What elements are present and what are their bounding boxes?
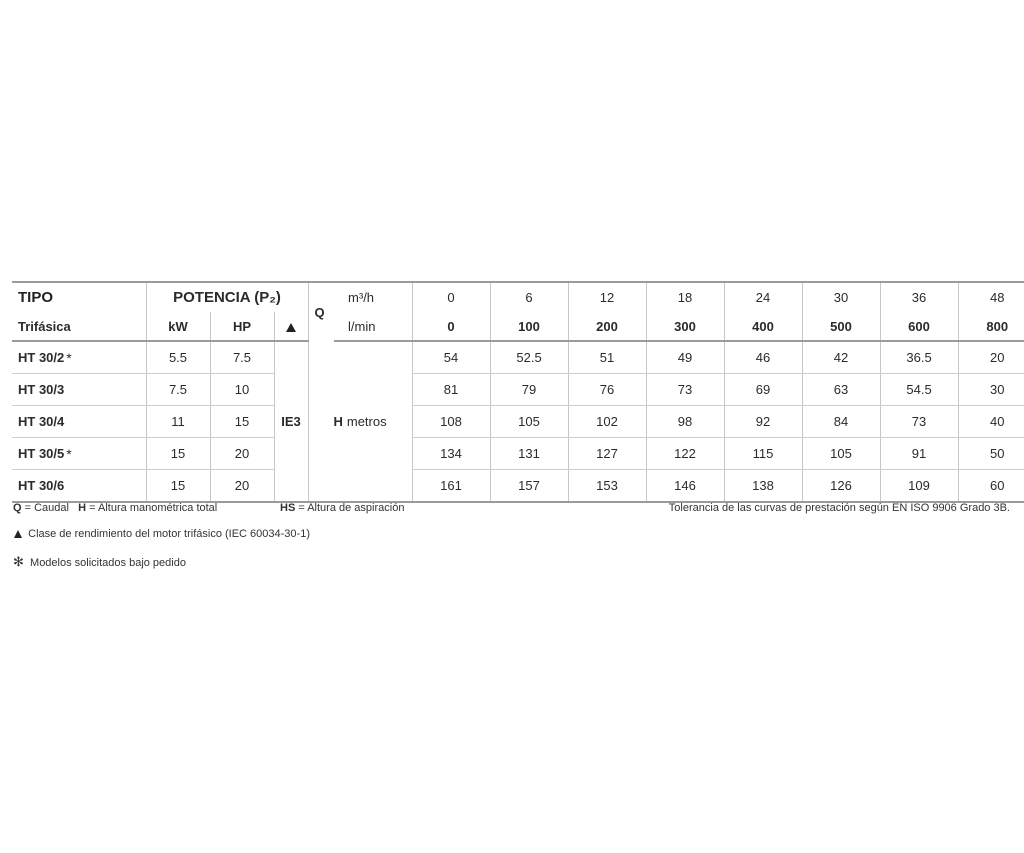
header-trifasica: Trifásica: [12, 312, 146, 341]
model-name: HT 30/3: [12, 374, 146, 406]
tolerance-note: Tolerancia de las curvas de prestación según EN ISO 9906 Grado 3B.: [668, 502, 1010, 514]
header-m3h: m³/h: [334, 282, 412, 312]
flow-m3h-5: 30: [802, 282, 880, 312]
header-tipo: TIPO: [12, 282, 146, 312]
flow-m3h-2: 12: [568, 282, 646, 312]
head-value: 131: [490, 438, 568, 470]
model-name: HT 30/5 *: [12, 438, 146, 470]
power-hp: 20: [210, 438, 274, 470]
power-kw: 15: [146, 470, 210, 503]
head-value: 126: [802, 470, 880, 503]
power-kw: 11: [146, 406, 210, 438]
head-value: 50: [958, 438, 1024, 470]
head-value: 153: [568, 470, 646, 503]
head-value: 51: [568, 341, 646, 374]
flow-lmin-0: 0: [412, 312, 490, 341]
flow-m3h-0: 0: [412, 282, 490, 312]
flow-lmin-6: 600: [880, 312, 958, 341]
header-lmin: l/min: [334, 312, 412, 341]
power-hp: 10: [210, 374, 274, 406]
flow-m3h-4: 24: [724, 282, 802, 312]
header-hp: HP: [210, 312, 274, 341]
header-kw: kW: [146, 312, 210, 341]
head-value: 54.5: [880, 374, 958, 406]
head-value: 40: [958, 406, 1024, 438]
head-value: 122: [646, 438, 724, 470]
power-hp: 20: [210, 470, 274, 503]
header-class: [274, 312, 308, 341]
head-value: 76: [568, 374, 646, 406]
head-value: 79: [490, 374, 568, 406]
legend-q-h: Q = Caudal H = Altura manométrica total: [13, 502, 218, 514]
head-value: 49: [646, 341, 724, 374]
head-value: 52.5: [490, 341, 568, 374]
efficiency-class: IE3: [274, 341, 308, 502]
head-value: 92: [724, 406, 802, 438]
flow-lmin-3: 300: [646, 312, 724, 341]
model-name: HT 30/6: [12, 470, 146, 503]
head-value: 134: [412, 438, 490, 470]
triangle-icon: [14, 530, 22, 538]
head-value: 115: [724, 438, 802, 470]
head-value: 54: [412, 341, 490, 374]
triangle-note: Clase de rendimiento del motor trifásico (IEC 60034-30-1): [14, 528, 310, 540]
head-value: 81: [412, 374, 490, 406]
flow-lmin-5: 500: [802, 312, 880, 341]
head-value: 109: [880, 470, 958, 503]
head-value: 46: [724, 341, 802, 374]
flow-m3h-1: 6: [490, 282, 568, 312]
head-value: 30: [958, 374, 1024, 406]
power-hp: 7.5: [210, 341, 274, 374]
head-value: 63: [802, 374, 880, 406]
head-value: 108: [412, 406, 490, 438]
flow-lmin-7: 800: [958, 312, 1024, 341]
head-label: H metros: [308, 341, 412, 502]
legend-hs: HS = Altura de aspiración: [280, 502, 405, 514]
head-value: 127: [568, 438, 646, 470]
flow-m3h-3: 18: [646, 282, 724, 312]
model-name: HT 30/4: [12, 406, 146, 438]
head-value: 157: [490, 470, 568, 503]
head-value: 73: [880, 406, 958, 438]
power-hp: 15: [210, 406, 274, 438]
triangle-icon: [286, 323, 296, 332]
star-note: ✻ Modelos solicitados bajo pedido: [13, 554, 186, 569]
head-value: 138: [724, 470, 802, 503]
head-value: 146: [646, 470, 724, 503]
flow-m3h-7: 48: [958, 282, 1024, 312]
head-value: 36.5: [880, 341, 958, 374]
head-value: 84: [802, 406, 880, 438]
flow-lmin-4: 400: [724, 312, 802, 341]
head-value: 91: [880, 438, 958, 470]
flow-lmin-1: 100: [490, 312, 568, 341]
head-value: 69: [724, 374, 802, 406]
head-value: 102: [568, 406, 646, 438]
head-value: 73: [646, 374, 724, 406]
header-potencia: POTENCIA (P₂): [146, 282, 308, 312]
head-value: 42: [802, 341, 880, 374]
power-kw: 7.5: [146, 374, 210, 406]
head-value: 20: [958, 341, 1024, 374]
head-value: 98: [646, 406, 724, 438]
flow-lmin-2: 200: [568, 312, 646, 341]
asterisk-icon: ✻: [13, 554, 24, 569]
header-q: Q: [308, 282, 334, 341]
flow-m3h-6: 36: [880, 282, 958, 312]
model-name: HT 30/2 *: [12, 341, 146, 374]
pump-spec-table: [12, 281, 1024, 503]
head-value: 60: [958, 470, 1024, 503]
head-value: 105: [490, 406, 568, 438]
head-value: 161: [412, 470, 490, 503]
power-kw: 5.5: [146, 341, 210, 374]
head-value: 105: [802, 438, 880, 470]
power-kw: 15: [146, 438, 210, 470]
